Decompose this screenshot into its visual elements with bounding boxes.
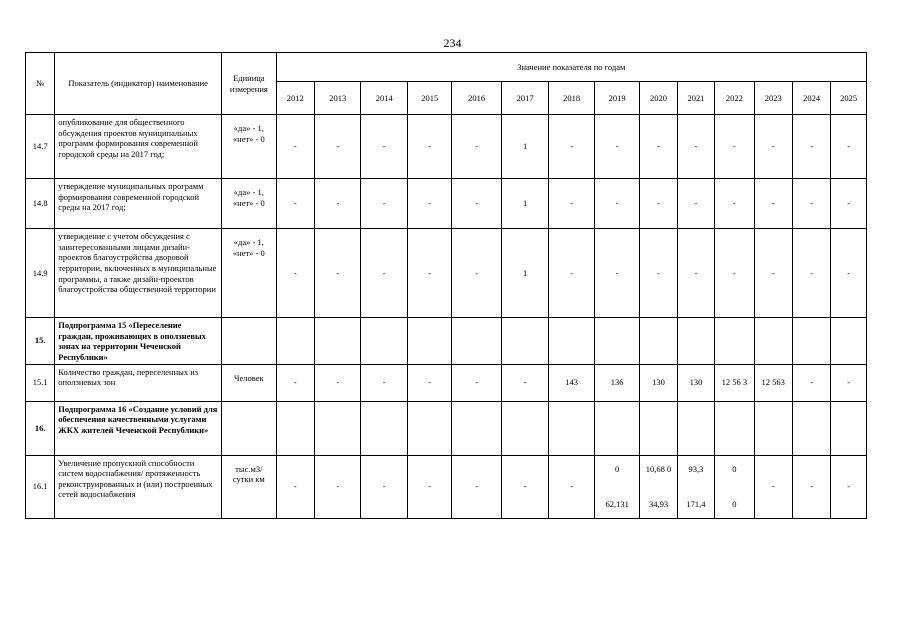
year-value: 136 [594, 364, 639, 401]
header-year: 2020 [640, 82, 677, 115]
year-value: - [315, 229, 361, 318]
unit-of-measure [222, 318, 277, 365]
year-value: - [715, 115, 754, 179]
year-value: 12 56 3 [715, 364, 754, 401]
year-value: - [276, 364, 314, 401]
indicator-table [25, 52, 867, 519]
year-value: - [407, 115, 451, 179]
year-value: 130 [677, 364, 714, 401]
year-value: - [361, 229, 407, 318]
unit-of-measure: «да» - 1, «нет» - 0 [222, 229, 277, 318]
year-value [315, 401, 361, 455]
year-value [677, 455, 714, 518]
year-value: - [276, 115, 314, 179]
year-value: - [754, 115, 792, 179]
header-year: 2021 [677, 82, 714, 115]
row-number: 16.1 [26, 455, 55, 518]
year-value: - [831, 229, 867, 318]
table-row [26, 401, 867, 455]
year-value: - [831, 364, 867, 401]
row-number: 15. [26, 318, 55, 365]
year-value: - [549, 455, 594, 518]
header-year: 2017 [501, 82, 548, 115]
row-number: 14.9 [26, 229, 55, 318]
year-value [640, 401, 677, 455]
year-value: - [315, 179, 361, 229]
year-value: - [452, 179, 502, 229]
year-value [549, 401, 594, 455]
header-year: 2023 [754, 82, 792, 115]
header-values-by-year: Значение показателя по годам [276, 53, 866, 82]
year-value: - [831, 455, 867, 518]
year-value: - [407, 455, 451, 518]
year-value: - [594, 229, 639, 318]
year-value [831, 401, 867, 455]
table-row [26, 229, 867, 318]
year-value [549, 318, 594, 365]
year-value: - [754, 455, 792, 518]
indicator-name: утверждение с учетом обсуждения с заинтересованными лицами дизайн-проектов благоустройства дворовой территории, включенных в муниципальные программы, а также дизайн-проектов благоустройства общественной территории [55, 229, 222, 318]
year-value [501, 318, 548, 365]
year-value: - [640, 229, 677, 318]
year-value: - [452, 364, 502, 401]
year-value: - [361, 179, 407, 229]
unit-of-measure: тыс.м3/ сутки км [222, 455, 277, 518]
year-value [677, 401, 714, 455]
year-value: - [361, 455, 407, 518]
year-value: - [452, 229, 502, 318]
year-value [754, 401, 792, 455]
year-value: - [315, 455, 361, 518]
year-value: - [677, 229, 714, 318]
header-year: 2015 [407, 82, 451, 115]
indicator-name: Подпрограмма 16 «Создание условий для обеспечения качественными услугами ЖКХ жителей Чеченской Республики» [55, 401, 222, 455]
year-value [276, 318, 314, 365]
year-value: - [792, 229, 830, 318]
year-value: - [754, 179, 792, 229]
year-value: - [361, 364, 407, 401]
year-value [792, 401, 830, 455]
year-value [594, 401, 639, 455]
header-year: 2025 [831, 82, 867, 115]
year-value [715, 318, 754, 365]
year-value [754, 318, 792, 365]
year-value: - [501, 364, 548, 401]
year-value: - [549, 115, 594, 179]
table-row [26, 115, 867, 179]
row-number: 14.8 [26, 179, 55, 229]
year-value: 143 [549, 364, 594, 401]
header-year: 2022 [715, 82, 754, 115]
header-indicator: Показатель (индикатор) наименование [55, 53, 222, 115]
year-value: - [501, 455, 548, 518]
header-year: 2018 [549, 82, 594, 115]
year-value: - [792, 455, 830, 518]
year-value [677, 318, 714, 365]
year-value [640, 318, 677, 365]
year-value: - [276, 455, 314, 518]
year-value: - [640, 179, 677, 229]
year-value: - [792, 115, 830, 179]
indicator-name: утверждение муниципальных программ формирования современной городской среды на 2017 год; [55, 179, 222, 229]
year-value [361, 401, 407, 455]
year-value: 1 [501, 115, 548, 179]
year-value: - [831, 179, 867, 229]
indicator-name: Подпрограмма 15 «Переселение граждан, проживающих в оползневых зонах на территории Чеченской Республики» [55, 318, 222, 365]
year-value: - [452, 455, 502, 518]
header-year: 2024 [792, 82, 830, 115]
year-value: - [407, 229, 451, 318]
header-year: 2019 [594, 82, 639, 115]
year-value: - [315, 115, 361, 179]
year-value: - [677, 179, 714, 229]
row-number: 15.1 [26, 364, 55, 401]
year-value [715, 401, 754, 455]
year-value [407, 401, 451, 455]
unit-of-measure: «да» - 1, «нет» - 0 [222, 179, 277, 229]
unit-of-measure: Человек [222, 364, 277, 401]
year-value [452, 401, 502, 455]
year-value-part: 0 [615, 463, 620, 474]
year-value [594, 318, 639, 365]
year-value-part: 171,4 [686, 498, 706, 509]
table-row [26, 179, 867, 229]
year-value: - [549, 229, 594, 318]
year-value: 12 563 [754, 364, 792, 401]
year-value: - [407, 179, 451, 229]
header-year: 2014 [361, 82, 407, 115]
header-year: 2016 [452, 82, 502, 115]
table-row [26, 455, 867, 518]
year-value [361, 318, 407, 365]
row-number: 16. [26, 401, 55, 455]
year-value: - [276, 229, 314, 318]
year-value: 1 [501, 229, 548, 318]
year-value [594, 455, 639, 518]
year-value-part: 0 [732, 463, 737, 474]
header-unit: Единица измерения [222, 53, 277, 115]
year-value: - [640, 115, 677, 179]
indicator-name: Количество граждан, переселенных из оползневых зон [55, 364, 222, 401]
year-value: - [549, 179, 594, 229]
year-value: 130 [640, 364, 677, 401]
year-value: - [594, 115, 639, 179]
year-value [831, 318, 867, 365]
year-value-part: 62,131 [605, 498, 629, 509]
year-value: - [276, 179, 314, 229]
year-value: - [407, 364, 451, 401]
year-value [792, 318, 830, 365]
table-row [26, 318, 867, 365]
header-year: 2012 [276, 82, 314, 115]
year-value: - [831, 115, 867, 179]
year-value-part: 93,3 [688, 463, 704, 474]
year-value [276, 401, 314, 455]
year-value: - [792, 364, 830, 401]
header-num: № [26, 53, 55, 115]
year-value: - [361, 115, 407, 179]
header-year: 2013 [315, 82, 361, 115]
year-value: - [452, 115, 502, 179]
year-value [407, 318, 451, 365]
year-value: - [792, 179, 830, 229]
year-value: - [715, 179, 754, 229]
year-value [501, 401, 548, 455]
unit-of-measure: «да» - 1, «нет» - 0 [222, 115, 277, 179]
year-value-part: 0 [732, 498, 737, 509]
year-value: 1 [501, 179, 548, 229]
year-value [315, 318, 361, 365]
page-number: 234 [443, 36, 462, 50]
year-value [715, 455, 754, 518]
year-value [640, 455, 677, 518]
year-value: - [715, 229, 754, 318]
indicator-name: Увеличение пропускной способности систем водоснабжения/ протяженность реконструированных и (или) построенных сетей водоснабжения [55, 455, 222, 518]
row-number: 14.7 [26, 115, 55, 179]
year-value: - [677, 115, 714, 179]
table-row [26, 364, 867, 401]
year-value: - [754, 229, 792, 318]
year-value: - [315, 364, 361, 401]
year-value [452, 318, 502, 365]
unit-of-measure [222, 401, 277, 455]
year-value-part: 10,68 0 [645, 463, 672, 474]
year-value: - [594, 179, 639, 229]
year-value-part: 34,93 [648, 498, 669, 509]
indicator-name: опубликование для общественного обсуждения проектов муниципальных программ формирования современной городской среды на 2017 год; [55, 115, 222, 179]
